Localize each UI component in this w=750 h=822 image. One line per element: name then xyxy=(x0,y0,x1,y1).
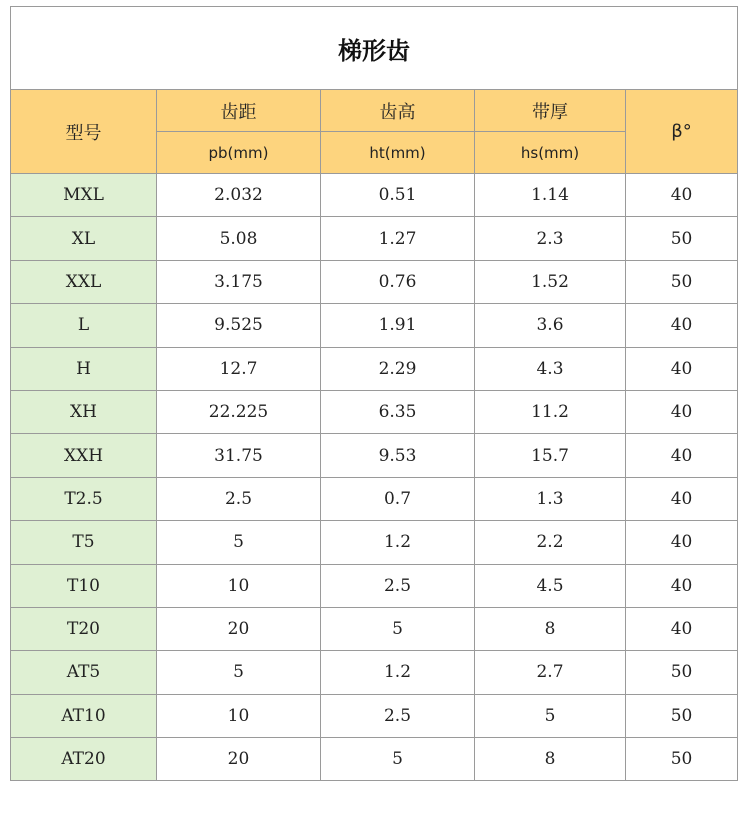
table-row xyxy=(11,174,738,217)
cell-angle: 40 xyxy=(626,304,738,347)
cell-pitch: 2.5 xyxy=(157,477,321,520)
cell-model: AT10 xyxy=(11,694,157,737)
table-row xyxy=(11,521,738,564)
cell-thickness: 11.2 xyxy=(475,390,626,433)
cell-model: T5 xyxy=(11,521,157,564)
cell-thickness: 2.2 xyxy=(475,521,626,564)
cell-height: 5 xyxy=(321,607,475,650)
cell-height: 2.5 xyxy=(321,564,475,607)
cell-thickness: 2.3 xyxy=(475,217,626,260)
cell-pitch: 9.525 xyxy=(157,304,321,347)
cell-angle: 40 xyxy=(626,607,738,650)
header-pitch: 齿距 xyxy=(157,90,321,132)
cell-thickness: 4.5 xyxy=(475,564,626,607)
cell-pitch: 20 xyxy=(157,607,321,650)
cell-pitch: 2.032 xyxy=(157,174,321,217)
table-row xyxy=(11,564,738,607)
cell-pitch: 31.75 xyxy=(157,434,321,477)
cell-model: AT5 xyxy=(11,651,157,694)
cell-height: 0.76 xyxy=(321,260,475,303)
table-row xyxy=(11,607,738,650)
cell-pitch: 3.175 xyxy=(157,260,321,303)
cell-thickness: 15.7 xyxy=(475,434,626,477)
cell-model: MXL xyxy=(11,174,157,217)
cell-pitch: 10 xyxy=(157,564,321,607)
cell-height: 0.51 xyxy=(321,174,475,217)
table-row xyxy=(11,260,738,303)
header-angle: β° xyxy=(626,90,738,174)
cell-model: T2.5 xyxy=(11,477,157,520)
cell-pitch: 12.7 xyxy=(157,347,321,390)
cell-pitch: 22.225 xyxy=(157,390,321,433)
cell-pitch: 5 xyxy=(157,651,321,694)
cell-model: XXH xyxy=(11,434,157,477)
cell-thickness: 3.6 xyxy=(475,304,626,347)
cell-angle: 50 xyxy=(626,651,738,694)
cell-thickness: 8 xyxy=(475,738,626,781)
spec-table-container xyxy=(10,6,737,781)
header-model: 型号 xyxy=(11,90,157,174)
cell-height: 9.53 xyxy=(321,434,475,477)
cell-thickness: 4.3 xyxy=(475,347,626,390)
cell-thickness: 1.3 xyxy=(475,477,626,520)
cell-angle: 40 xyxy=(626,564,738,607)
cell-model: AT20 xyxy=(11,738,157,781)
header-thickness-unit: hs(mm) xyxy=(475,132,626,174)
cell-model: T10 xyxy=(11,564,157,607)
cell-angle: 40 xyxy=(626,174,738,217)
cell-angle: 40 xyxy=(626,434,738,477)
cell-height: 2.29 xyxy=(321,347,475,390)
table-row xyxy=(11,651,738,694)
cell-height: 5 xyxy=(321,738,475,781)
cell-thickness: 1.14 xyxy=(475,174,626,217)
table-row xyxy=(11,694,738,737)
cell-angle: 50 xyxy=(626,738,738,781)
cell-angle: 40 xyxy=(626,477,738,520)
cell-thickness: 2.7 xyxy=(475,651,626,694)
cell-angle: 50 xyxy=(626,217,738,260)
cell-angle: 50 xyxy=(626,694,738,737)
cell-model: L xyxy=(11,304,157,347)
table-title: 梯形齿 xyxy=(11,7,738,90)
header-height-unit: ht(mm) xyxy=(321,132,475,174)
cell-angle: 40 xyxy=(626,521,738,564)
cell-pitch: 5 xyxy=(157,521,321,564)
cell-height: 6.35 xyxy=(321,390,475,433)
table-row xyxy=(11,304,738,347)
cell-pitch: 10 xyxy=(157,694,321,737)
cell-model: XL xyxy=(11,217,157,260)
cell-angle: 50 xyxy=(626,260,738,303)
cell-height: 1.2 xyxy=(321,521,475,564)
cell-model: XXL xyxy=(11,260,157,303)
cell-height: 1.27 xyxy=(321,217,475,260)
table-row xyxy=(11,738,738,781)
cell-angle: 40 xyxy=(626,390,738,433)
cell-thickness: 8 xyxy=(475,607,626,650)
cell-angle: 40 xyxy=(626,347,738,390)
cell-height: 0.7 xyxy=(321,477,475,520)
table-row xyxy=(11,477,738,520)
table-row xyxy=(11,434,738,477)
table-row xyxy=(11,217,738,260)
header-pitch-unit: pb(mm) xyxy=(157,132,321,174)
cell-pitch: 5.08 xyxy=(157,217,321,260)
cell-thickness: 1.52 xyxy=(475,260,626,303)
cell-thickness: 5 xyxy=(475,694,626,737)
cell-height: 2.5 xyxy=(321,694,475,737)
table-row xyxy=(11,347,738,390)
trapezoidal-tooth-spec-table xyxy=(10,6,738,781)
cell-pitch: 20 xyxy=(157,738,321,781)
cell-model: T20 xyxy=(11,607,157,650)
cell-height: 1.2 xyxy=(321,651,475,694)
header-thickness: 带厚 xyxy=(475,90,626,132)
header-height: 齿高 xyxy=(321,90,475,132)
cell-height: 1.91 xyxy=(321,304,475,347)
cell-model: XH xyxy=(11,390,157,433)
table-row xyxy=(11,390,738,433)
cell-model: H xyxy=(11,347,157,390)
